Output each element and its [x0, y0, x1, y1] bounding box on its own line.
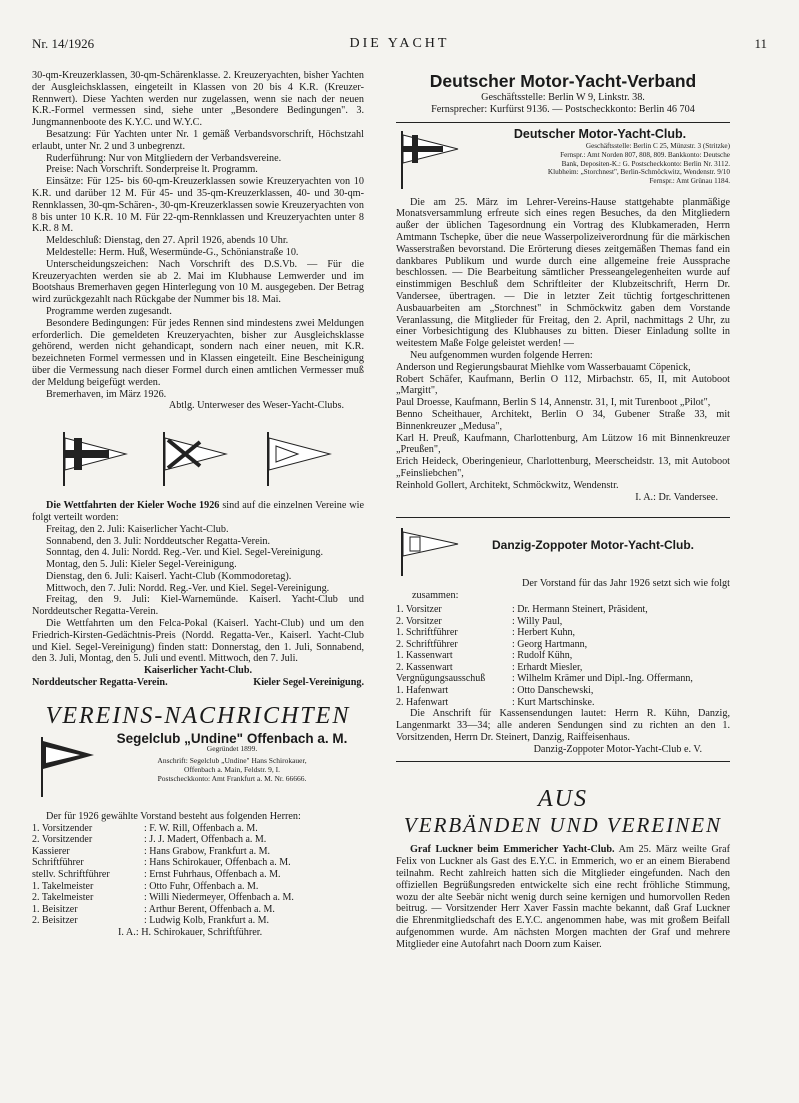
- board-row: Kassierer : Hans Grabow, Frankfurt a. M.: [32, 845, 270, 857]
- undine-intro: Der für 1926 gewählte Vorstand besteht aus folgenden Herren:: [46, 810, 301, 822]
- undine-signature: I. A.: H. Schirokauer, Schriftführer.: [118, 927, 263, 938]
- para: Besatzung: Für Yachten unter Nr. 1 gemäß Verbandsvorschrift, Höchstzahl erlaubt, unter Nr. 2 und 3 unbegrenzt.: [32, 128, 364, 152]
- para: Meldeschluß: Dienstag, den 27. April 1926, abends 10 Uhr.: [46, 235, 289, 247]
- right-column: [396, 70, 730, 951]
- dmyc-report: Die am 25. März im Lehrer-Vereins-Hause stattgehabte planmäßige Monatsversammlung erfreute sich eines regen Besuches, da den Mitgliedern außer der üblichen Tagesordnung ein Vortrag des Klubkameraden, Herrn Amtmann Tschepke, über die neue Wasserpolizeiverordnung für die märkischen Wasserstraßen bevorstand. Die Erörterung dieses zeitgemäßen Themas fand ein dankbares Publikum und wurde durch eine allgemeine freie Aussprache beschlossen. — Die Bearbeitung sämtlicher Presseangelegenheiten wurde auf einstimmigen Beschluß dem Schriftleiter der Klubzeitschrift, Herrn Dr. Vandersee, übertragen. — Die in letzter Zeit tüchtig fortgeschrittenen Ausbauarbeiten am „Storchnest" in Schmöckwitz gaben dem Vorstande Veranlassung, die Mitglieder für Freitag, den 2. April, nachmittags 2 Uhr, zu einer Vorbesichtigung des Klubhauses zu bitten. Dieser Einladung sollte in weitestem Maße Folge geleistet werden! —: [396, 196, 730, 350]
- board-row: Vergnügungsausschuß : Wilhelm Krämer und Dipl.-Ing. Offermann,: [396, 673, 693, 685]
- burgee-flag-icon: [396, 129, 460, 191]
- list-item: Paul Droesse, Kaufmann, Berlin S 14, Annenstr. 31, I, mit Turenboot „Pilot",: [396, 397, 711, 409]
- para: Unterscheidungszeichen: Nach Vorschrift des D.S.Vb. — Für die Kreuzeryachten werden sie ab 2. Mai im Klubhause Lemwerder und im Bootshaus Bremerhaven gegen Hinterlegung von 10 M. ausgegeben. Der Betrag wird zurückgezahlt nach Rückgabe der Nummer bis 18. Mai.: [32, 258, 364, 306]
- list-item: Reinhold Gollert, Architekt, Schmöckwitz, Wendenstr.: [396, 479, 619, 491]
- burgee-flags: [32, 416, 364, 494]
- kiel-day: Dienstag, den 6. Juli: Kaiserl. Yacht-Club (Kommodoretag).: [46, 570, 292, 582]
- danzig-address: Die Anschrift für Kassensendungen lautet: Herrn R. Kühn, Danzig, Langenmarkt 33—34; alle anderen Sendungen sind zu richten an den 1. Vorsitzenden, Herrn Dr. Steinert, Danzig, Raiffeisenhaus.: [396, 708, 730, 743]
- kiel-day: Freitag, den 2. Juli: Kaiserlicher Yacht-Club.: [46, 523, 229, 535]
- danzig-name: Danzig-Zoppoter Motor-Yacht-Club.: [492, 538, 694, 553]
- board-row: 2. Kassenwart : Erhardt Miesler,: [396, 661, 583, 673]
- page-number: 11: [754, 36, 767, 51]
- list-item: Anderson und Regierungsbaurat Miehlke vom Wasserbauamt Cöpenick,: [396, 361, 691, 373]
- list-item: Robert Schäfer, Kaufmann, Berlin O 112, Mirbachstr. 65, II, mit Autoboot „Margitt",: [396, 373, 730, 397]
- left-column: [32, 70, 364, 939]
- undine-board: [32, 823, 294, 927]
- para: Besondere Bedingungen: Für jedes Rennen sind mindestens zwei Meldungen erforderlich. Die gemeldeten Kreuzeryachten, bisher zur Ausgleichsklasse gehörend, werden nicht gehandicapt, sondern nach einer neuen, mit K.R. bezeichneten Formel vermessen und in Klassen eingeteilt. Eine Bescheinigung über die Vermessung nach dieser Formel durch einen amtlichen Vermesser muß der Meldung beigefügt werden.: [32, 317, 364, 388]
- issue-number: Nr. 14/1926: [32, 36, 95, 51]
- para: 30-qm-Kreuzerklassen, 30-qm-Schärenklasse. 2. Kreuzeryachten, bisher Yachten der Ausgleichsklassen, eingeteilt in Klassen von 20 bis 4 K.R. (Kreuzer-Rennwert). Diese Yachten werden nur zugelassen, wenn sie nach der neuen K.R.-Formel vermessen sind, siehe unter „Besondere Bedingungen". 3. Jungmannenboote des K.Y.C. und W.Y.C.: [32, 70, 364, 129]
- undine-founded: Gegründet 1899.: [206, 743, 258, 753]
- divider: [396, 761, 730, 762]
- dmyc-address: Geschäftsstelle: Berlin C 25, Münzstr. 3 (Stritzke) Fernspr.: Amt Norden 807, 808, 809. Bankkonto: Deutsche Bank, Depositen-K.: G. Postscheckkonto: Berlin Nr. 3112. Klubheim: „Storchnest", Berlin-Schmöckwitz, Wendenstr. 9/10 Fernspr.: Amt Grünau 1184.: [547, 142, 730, 185]
- section-title-vereins-nachrichten: VEREINS-NACHRICHTEN: [45, 702, 351, 729]
- burgee-flag-icon: [160, 430, 230, 488]
- board-row: 2. Hafenwart : Kurt Martschinske.: [396, 696, 595, 708]
- board-row: 1. Schriftführer : Herbert Kuhn,: [396, 627, 576, 639]
- kiel-intro: Die Wettfahrten der Kieler Woche 1926 sind auf die einzelnen Vereine wie folgt verteilt worden:: [32, 500, 364, 523]
- burgee-flag-icon: [36, 735, 96, 799]
- danzig-board: [396, 604, 693, 708]
- board-row: 2. Beisitzer : Ludwig Kolb, Frankfurt a. M.: [32, 915, 269, 927]
- danzig-signature: Danzig-Zoppoter Motor-Yacht-Club e. V.: [533, 743, 702, 755]
- board-row: 2. Takelmeister : Willi Niedermeyer, Offenbach a. M.: [32, 892, 294, 904]
- board-row: 1. Hafenwart : Otto Danschewski,: [396, 685, 594, 697]
- undine-header: [32, 730, 364, 807]
- board-row: 1. Vorsitzer : Dr. Hermann Steinert, Präsident,: [396, 603, 648, 615]
- danzig-intro: Der Vorstand für das Jahr 1926 setzt sich wie folgt zusammen:: [412, 578, 730, 602]
- new-members-intro: Neu aufgenommen wurden folgende Herren:: [410, 349, 593, 361]
- board-row: 1. Beisitzer : Arthur Berent, Offenbach a. M.: [32, 903, 275, 915]
- board-row: 1. Takelmeister : Otto Fuhr, Offenbach a. M.: [32, 880, 259, 892]
- undine-name: Segelclub „Undine" Offenbach a. M.: [116, 730, 348, 746]
- burgee-flag-icon: [264, 430, 334, 488]
- section-title-aus: AUS: [538, 786, 588, 813]
- burgee-flag-icon: [60, 430, 130, 488]
- board-row: Schriftführer : Hans Schirokauer, Offenbach a. M.: [32, 857, 291, 869]
- board-row: 1. Kassenwart : Rudolf Kühn,: [396, 650, 573, 662]
- magazine-title: DIE YACHT: [349, 36, 450, 51]
- board-row: 2. Vorsitzer : Willy Paul,: [396, 615, 563, 627]
- page-header: [32, 36, 767, 56]
- luckner-report: Graf Luckner beim Emmericher Yacht-Club. Am 25. März weilte Graf Felix von Luckner als Gast des E.Y.C. in Emmerich, wo er an einem Bierabend teilnahm. Recht zahlreich hatten sich die Mitglieder eingefunden. Nach den offiziellen Begrüßungsreden entwickelte sich eine recht fröhliche Stimmung, wozu der alte Seebär nicht wenig durch seine kernigen und humorvollen Reden beitrug. — Vorsitzender Herr Xaver Fassin machte bekannt, daß Graf Luckner die Ehrenmitgliedschaft des E.Y.C. angenommen habe, was mit großem Beifall aufgenommen wurde. Am nächsten Morgen machten der Graf und mehrere Mitglieder eine Autofahrt nach Doorn zum Kaiser.: [396, 844, 730, 950]
- burgee-flag-icon: [396, 526, 460, 578]
- dmyc-header: [396, 126, 730, 191]
- dmyv-office: Geschäftsstelle: Berlin W 9, Linkstr. 38.: [481, 92, 645, 103]
- list-item: Benno Scheithauer, Architekt, Berlin O 34, Gubener Straße 33, mit Binnenkreuzer „Medusa",: [396, 408, 730, 432]
- sig-nrv: Norddeutscher Regatta-Verein.: [32, 677, 168, 689]
- para: Bremerhaven, im März 1926.: [46, 388, 167, 400]
- para: Programme werden zugesandt.: [46, 305, 172, 317]
- divider: [396, 122, 730, 123]
- sig-ksv: Kieler Segel-Vereinigung.: [253, 677, 364, 689]
- kiel-day: Sonntag, den 4. Juli: Nordd. Reg.-Ver. und Kiel. Segel-Vereinigung.: [46, 547, 323, 559]
- board-row: stellv. Schriftführer : Ernst Fuhrhaus, Offenbach a. M.: [32, 869, 281, 881]
- section-title-verbaenden: VERBÄNDEN UND VEREINEN: [403, 813, 723, 838]
- sig-row: [32, 677, 364, 689]
- kiel-day: Sonnabend, den 3. Juli: Norddeutscher Regatta-Verein.: [46, 535, 271, 547]
- kiel-day: Montag, den 5. Juli: Kieler Segel-Vereinigung.: [46, 559, 237, 571]
- para: Ruderführung: Nur von Mitgliedern der Verbandsvereine.: [46, 152, 282, 164]
- para: Einsätze: Für 125- bis 60-qm-Kreuzerklassen sowie Kreuzeryachten von 10 K.R. und darüber 12 M. Für 45- und 35-qm-Kreuzerklassen, 40- und 30-qm-Rennklassen, 30-qm-Schären-, 30-qm-Kreuzerklassen sowie Kreuzeryachten von 8 bis unter 10 K.R. 10 M. Für 22-qm-Rennklassen und Kreuzeryachten unter 8 K.R. 8 M.: [32, 176, 364, 235]
- para: Meldestelle: Herm. Huß, Wesermünde-G., Schönianstraße 10.: [46, 246, 299, 258]
- sig-kyc: Kaiserlicher Yacht-Club.: [143, 665, 253, 677]
- dmyc-signature: I. A.: Dr. Vandersee.: [635, 491, 718, 503]
- list-item: Erich Heideck, Oberingenieur, Charlottenburg, Meerscheidstr. 13, mit Autoboot „Feinsliebchen",: [396, 456, 730, 479]
- weser-signature: Abtlg. Unterweser des Weser-Yacht-Clubs.: [168, 400, 344, 412]
- board-row: 2. Vorsitzender : J. J. Madert, Offenbach a. M.: [32, 834, 267, 846]
- undine-address: Offenbach a. Main, Feldstr. 9, I.: [183, 765, 281, 775]
- kiel-day: Mittwoch, den 7. Juli: Nordd. Reg.-Ver. und Kiel. Segel-Vereinigung.: [46, 582, 330, 594]
- dmyc-name: Deutscher Motor-Yacht-Club.: [513, 126, 687, 141]
- board-row: 2. Schriftführer : Georg Hartmann,: [396, 638, 588, 650]
- para: Preise: Nach Vorschrift. Sonderpreise lt. Programm.: [46, 164, 258, 176]
- kiel-para: Die Wettfahrten um den Felca-Pokal (Kaiserl. Yacht-Club) und um den Friedrich-Kirsten-Gedächtnis-Preis (Nordd. Regatta-Ver., Kaiserl. Yacht-Club und Kiel. Segel-Vereinigung) finden statt: Donnerstag, den 1. Juli, Sonnabend, den 3. Juli, Montag, den 5. Juli und eventl. Mittwoch, den 7. Juli.: [32, 618, 364, 665]
- danzig-header: [396, 526, 730, 578]
- dmyv-title: Deutscher Motor-Yacht-Verband: [429, 71, 697, 91]
- list-item: Karl H. Preuß, Kaufmann, Charlottenburg, Am Lützow 16 mit Binnenkreuzer „Preußen",: [396, 432, 730, 456]
- divider: [396, 517, 730, 518]
- board-row: 1. Vorsitzender : F. W. Rill, Offenbach a. M.: [32, 822, 258, 834]
- undine-address: Anschrift: Segelclub „Undine" Hans Schirokauer,: [157, 756, 307, 766]
- kiel-day: Freitag, den 9. Juli: Kiel-Warnemünde. Kaiserl. Yacht-Club und Norddeutscher Regatta-Verein.: [32, 594, 364, 618]
- undine-postal: Postscheckkonto: Amt Frankfurt a. M. Nr. 66666.: [157, 774, 307, 784]
- new-members-list: [396, 362, 730, 492]
- dmyv-phone: Fernsprecher: Kurfürst 9136. — Postscheckkonto: Berlin 46 704: [431, 103, 695, 115]
